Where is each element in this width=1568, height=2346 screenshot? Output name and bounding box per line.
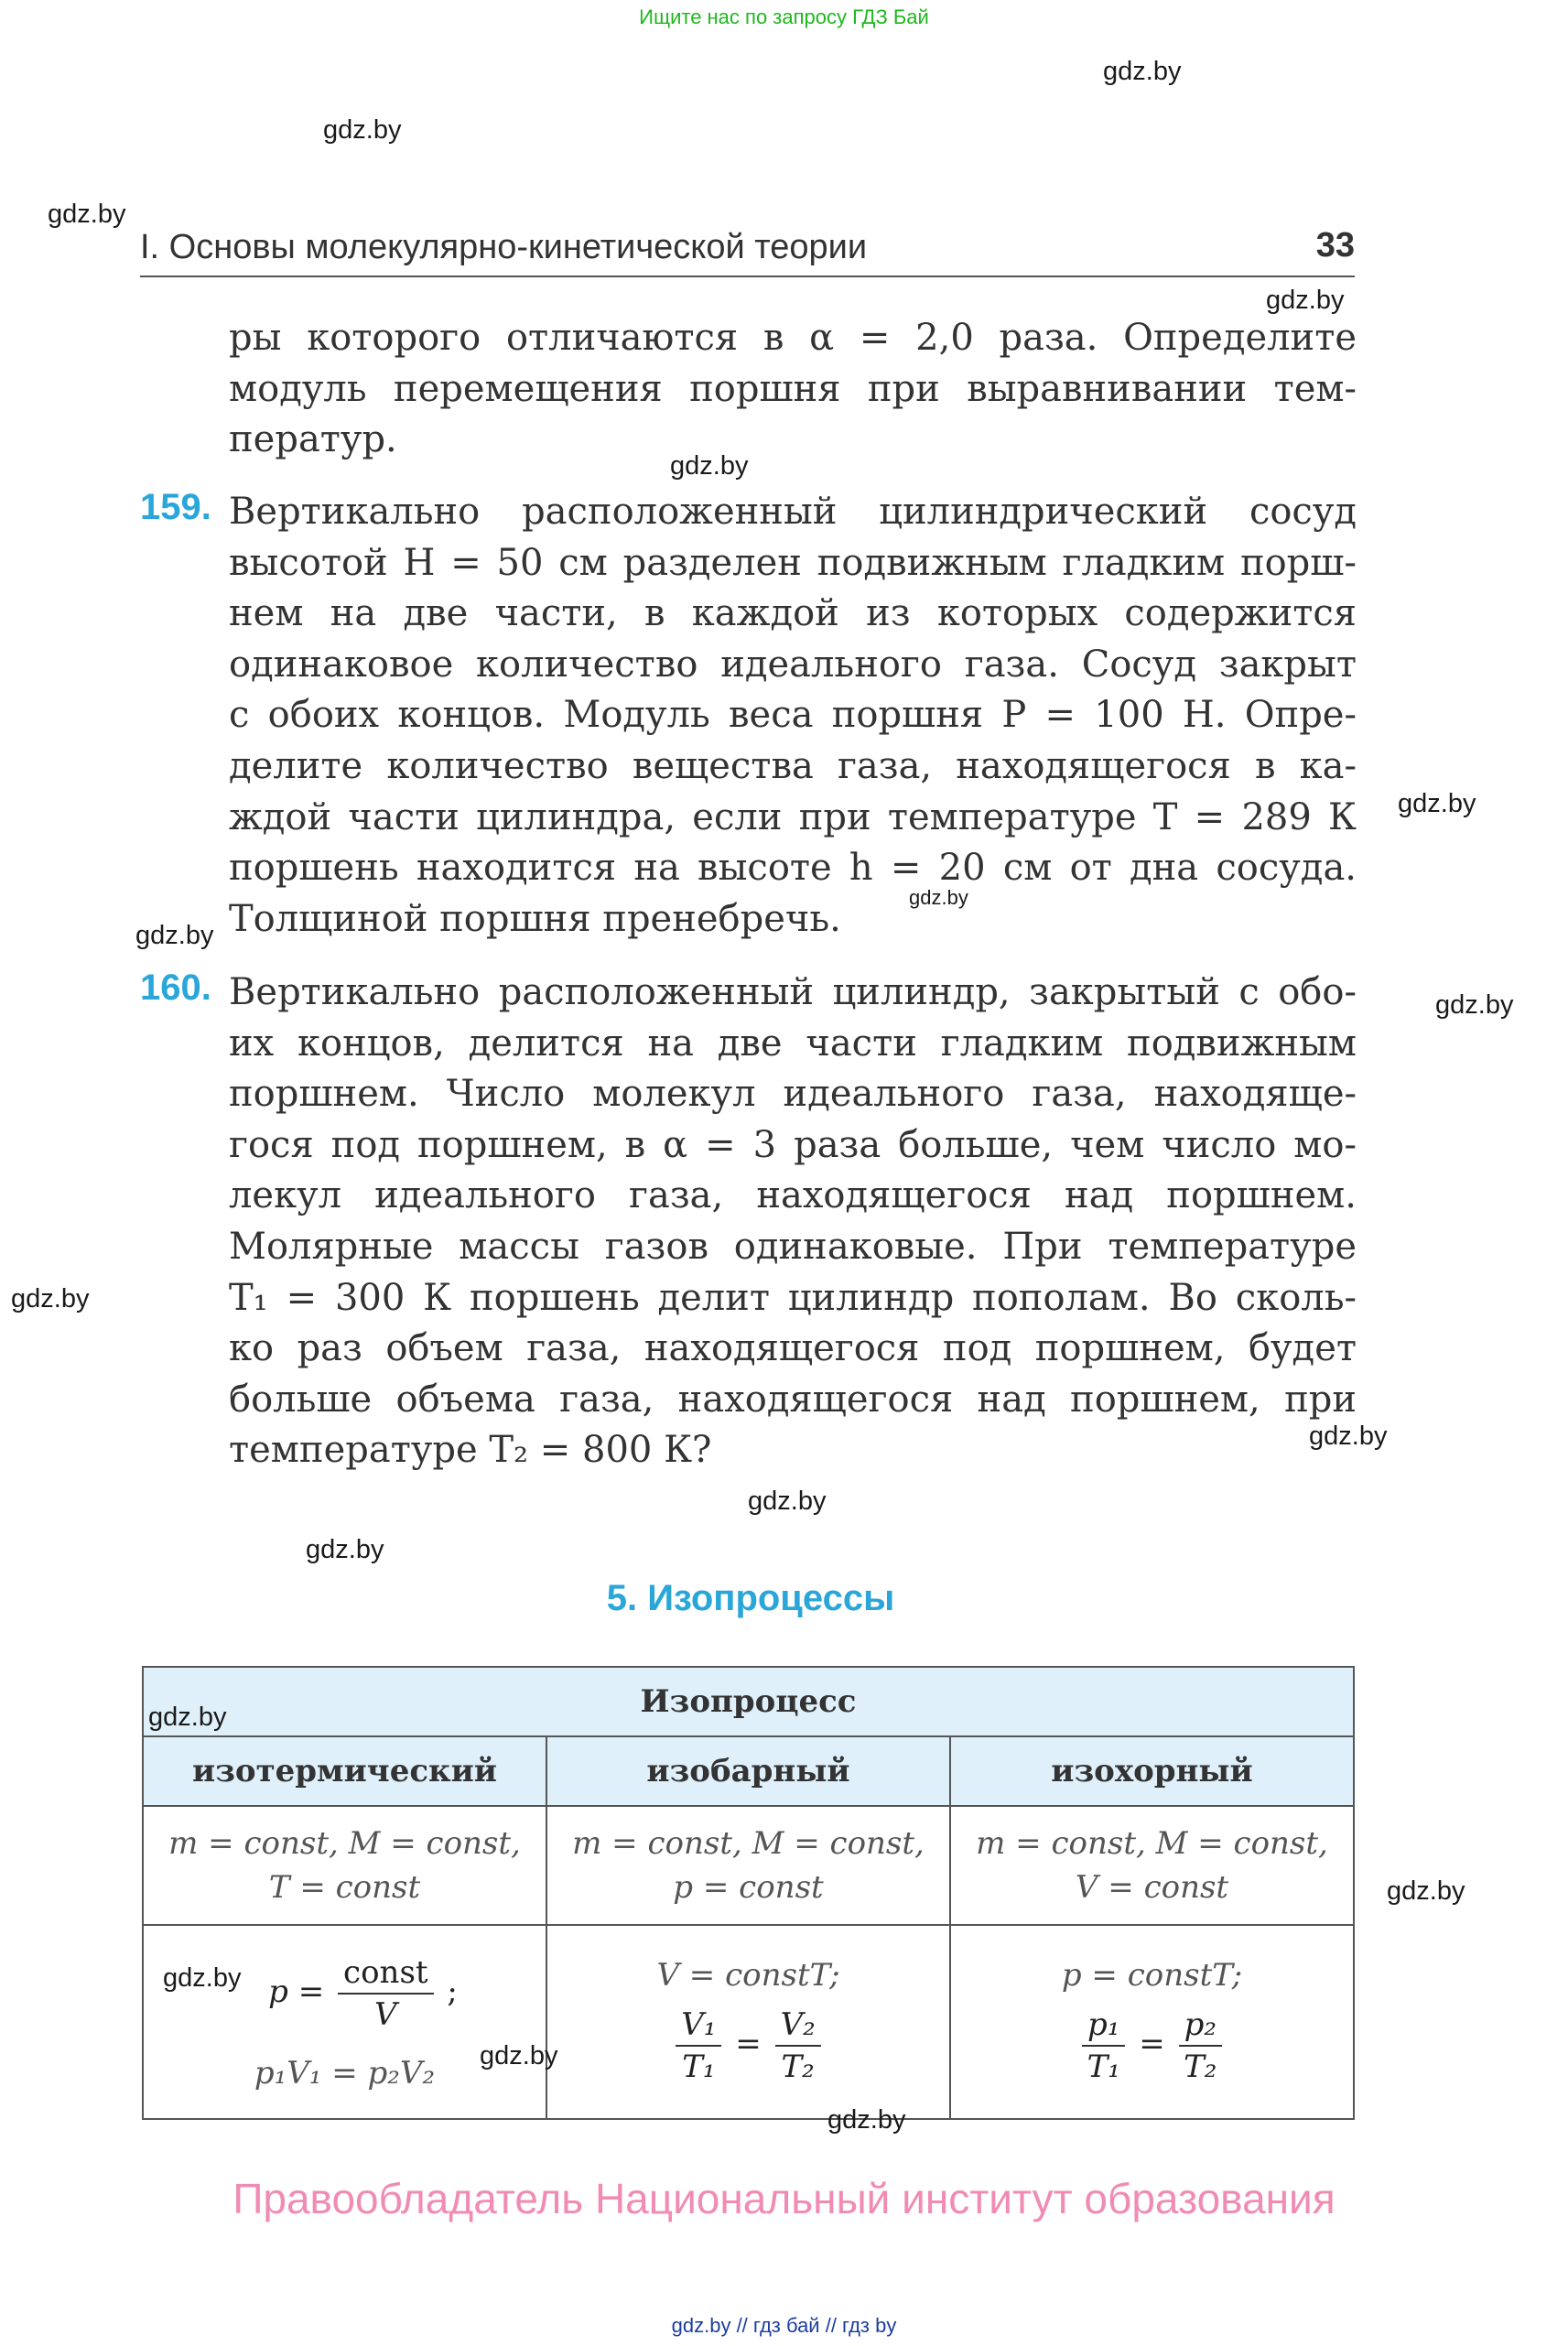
conditions-isothermal <box>143 1806 546 1925</box>
watermark: gdz.by <box>1398 789 1476 818</box>
watermark: gdz.by <box>323 115 402 145</box>
watermark: gdz.by <box>48 200 126 229</box>
isoprocess-table <box>142 1666 1355 2120</box>
formula-tail: ; <box>447 1973 458 2010</box>
fraction-denominator: T₁ <box>682 2049 716 2085</box>
condition-line: m = const, M = const, <box>572 1825 925 1862</box>
text-line: Вертикально расположенный цилиндрический сосуд <box>229 491 1357 533</box>
formula-isobaric <box>546 1925 950 2119</box>
text-line: ко раз объем газа, находящегося под поршнем, будет <box>229 1327 1357 1370</box>
text-line: больше объема газа, находящегося над поршнем, при <box>229 1378 1357 1421</box>
watermark: gdz.by <box>480 2041 558 2070</box>
fraction <box>676 2005 721 2087</box>
text-line: Молярные массы газов одинаковые. При температуре <box>229 1225 1357 1268</box>
text-line: их концов, делится на две части гладким подвижным <box>229 1022 1357 1065</box>
column-isobaric: изобарный <box>546 1736 950 1806</box>
text-line: гося под поршнем, в α = 3 раза больше, чем число мо- <box>229 1123 1357 1166</box>
text-line: ждой части цилиндра, если при температуре T = 289 К <box>229 795 1357 838</box>
fraction-denominator: T₁ <box>1087 2049 1120 2085</box>
watermark: gdz.by <box>1387 1876 1465 1906</box>
text-line: ры которого отличаются в α = 2,0 раза. Определите <box>229 317 1357 359</box>
formula-lhs: p = <box>268 1973 325 2010</box>
watermark: gdz.by <box>827 2105 906 2135</box>
fraction <box>1179 2005 1222 2087</box>
fraction-denominator: T₂ <box>781 2049 815 2085</box>
watermark: gdz.by <box>163 1963 242 1993</box>
copyright-notice: Правообладатель Национальный институт образования <box>232 2175 1336 2222</box>
text-line: делите количество вещества газа, находящегося в ка- <box>229 744 1357 787</box>
watermark: gdz.by <box>1103 57 1182 86</box>
watermark: gdz.by <box>1266 286 1345 315</box>
continuation-text <box>229 313 1357 466</box>
fraction <box>1082 2005 1125 2087</box>
watermark: gdz.by <box>11 1284 90 1314</box>
text-line: ператур. <box>229 418 397 461</box>
watermark: gdz.by <box>670 451 749 481</box>
fraction-denominator: T₂ <box>1184 2049 1217 2085</box>
fraction-numerator: const <box>338 1952 434 1995</box>
watermark: gdz.by <box>1309 1422 1388 1451</box>
problem-160-text <box>229 968 1357 1476</box>
problem-159-text <box>229 487 1357 945</box>
fraction <box>338 1952 434 2035</box>
formula-equation: V = constT; <box>656 1957 840 1994</box>
text-line: температуре T₂ = 800 К? <box>229 1429 712 1472</box>
text-line: лекул идеального газа, находящегося над поршнем. <box>229 1174 1357 1217</box>
conditions-isochoric <box>950 1806 1354 1925</box>
equals-sign: = <box>1139 2026 1165 2062</box>
top-banner: Ищите нас по запросу ГДЗ Бай <box>639 5 929 28</box>
table-header: Изопроцесс <box>143 1667 1354 1736</box>
formula-equation: p₁V₁ = p₂V₂ <box>254 2055 436 2092</box>
text-line: Толщиной поршня пренебречь. <box>229 897 841 940</box>
fraction <box>775 2005 821 2087</box>
condition-line: m = const, M = const, <box>976 1825 1328 1862</box>
problem-number-159: 159. <box>140 487 211 527</box>
formula-equation: p = constT; <box>1061 1957 1243 1994</box>
fraction-numerator: p₁ <box>1082 2005 1125 2047</box>
condition-line: V = const <box>1075 1869 1229 1906</box>
page-number: 33 <box>1315 226 1355 265</box>
text-line: модуль перемещения поршня при выравнивании тем- <box>229 367 1357 410</box>
watermark: gdz.by <box>306 1535 384 1564</box>
running-header <box>140 224 1355 277</box>
watermark: gdz.by <box>148 1703 227 1732</box>
text-line: Вертикально расположенный цилиндр, закрытый с обо- <box>229 971 1357 1013</box>
chapter-title: I. Основы молекулярно-кинетической теории <box>140 228 868 266</box>
fraction-numerator: V₁ <box>676 2005 721 2047</box>
fraction-denominator: V <box>374 1996 397 2033</box>
text-line: T₁ = 300 К поршень делит цилиндр пополам. Во сколь- <box>229 1276 1357 1319</box>
equals-sign: = <box>735 2026 762 2062</box>
watermark: gdz.by <box>909 886 968 909</box>
text-line: поршнем. Число молекул идеального газа, находяще- <box>229 1073 1357 1116</box>
condition-line: m = const, M = const, <box>168 1825 521 1862</box>
text-line: одинаковое количество идеального газа. Сосуд закрыт <box>229 643 1357 686</box>
text-line: высотой H = 50 см разделен подвижным гладким порш- <box>229 541 1357 584</box>
formula-isothermal <box>143 1925 546 2119</box>
condition-line: p = const <box>673 1869 824 1906</box>
column-isothermal: изотермический <box>143 1736 546 1806</box>
conditions-isobaric <box>546 1806 950 1925</box>
formula-isochoric <box>950 1925 1354 2119</box>
problem-number-160: 160. <box>140 968 211 1008</box>
watermark: gdz.by <box>135 921 214 950</box>
fraction-numerator: V₂ <box>775 2005 821 2047</box>
text-line: поршень находится на высоте h = 20 см от дна сосуда. <box>229 847 1357 890</box>
condition-line: T = const <box>268 1869 421 1906</box>
fraction-numerator: p₂ <box>1179 2005 1222 2047</box>
text-line: нем на две части, в каждой из которых содержится <box>229 592 1357 635</box>
section-title: 5. Изопроцессы <box>606 1578 895 1618</box>
watermark: gdz.by <box>1435 990 1514 1020</box>
watermark: gdz.by <box>748 1487 827 1516</box>
text-line: с обоих концов. Модуль веса поршня P = 100 Н. Опре- <box>229 694 1357 737</box>
column-isochoric: изохорный <box>950 1736 1354 1806</box>
footer-links: gdz.by // гдз бай // гдз by <box>671 2314 897 2337</box>
